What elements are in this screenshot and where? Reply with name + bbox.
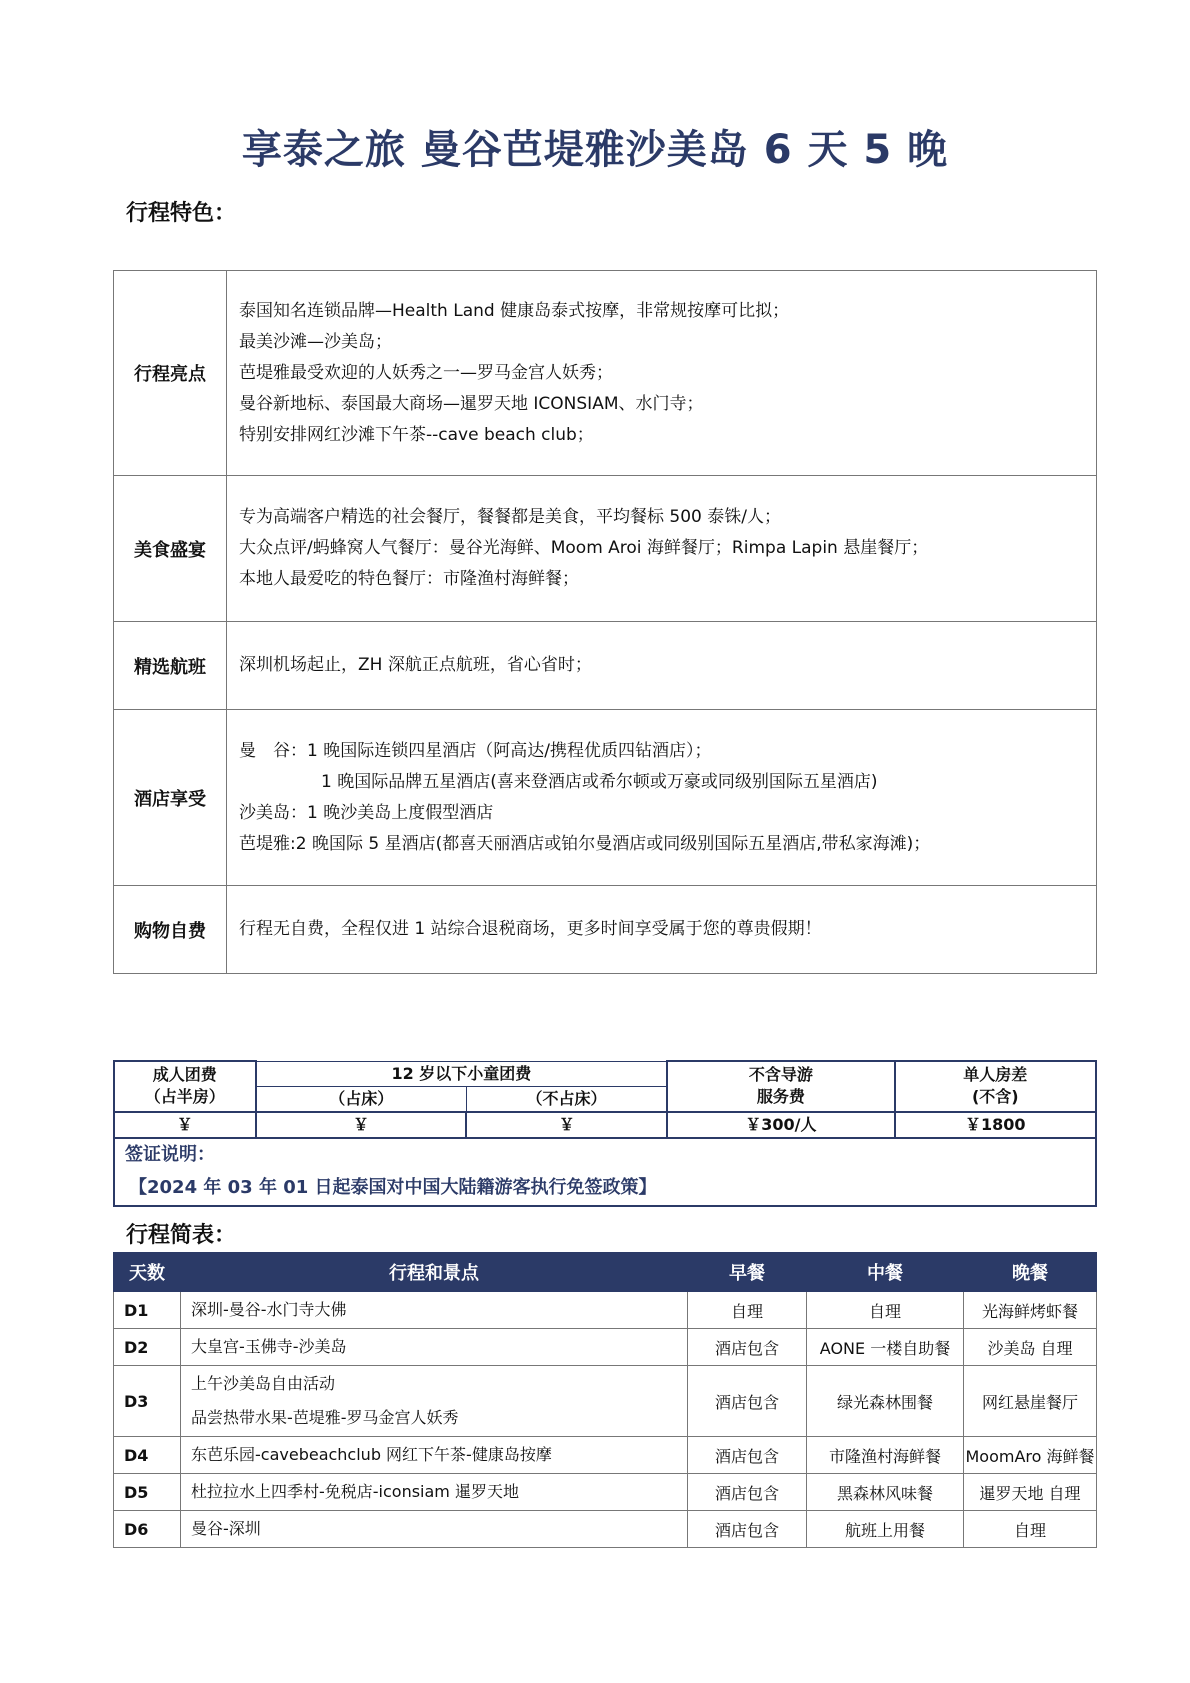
lunch-cell: AONE 一楼自助餐 — [807, 1329, 964, 1366]
price-table — [113, 1060, 1097, 1207]
feature-row — [114, 476, 1097, 622]
header-spot: 行程和景点 — [181, 1253, 688, 1292]
single-room-header — [895, 1061, 1096, 1112]
dinner-cell: 光海鲜烤虾餐 — [964, 1292, 1097, 1329]
spot-line: 品尝热带水果-芭堤雅-罗马金宫人妖秀 — [191, 1408, 459, 1427]
adult-fee-header — [114, 1061, 256, 1112]
dinner-cell: 沙美岛 自理 — [964, 1329, 1097, 1366]
table-row — [114, 1366, 1097, 1437]
header-day: 天数 — [114, 1253, 181, 1292]
child-nobed-header: （不占床） — [466, 1086, 667, 1112]
feature-body — [227, 622, 1097, 710]
feature-line: 深圳机场起止，ZH 深航正点航班，省心省时； — [239, 655, 592, 675]
feature-category: 购物自费 — [114, 886, 227, 974]
lunch-cell: 自理 — [807, 1292, 964, 1329]
guide-fee-label: 不含导游 — [748, 1065, 813, 1085]
feature-row — [114, 271, 1097, 476]
feature-line: 大众点评/蚂蜂窝人气餐厅：曼谷光海鲜、Moom Aroi 海鲜餐厅；Rimpa Lapin 悬崖餐厅； — [239, 538, 929, 558]
breakfast-cell: 酒店包含 — [688, 1474, 807, 1511]
feature-row — [114, 622, 1097, 710]
dinner-cell: 网红悬崖餐厅 — [964, 1366, 1097, 1437]
feature-line: 1 晚国际品牌五星酒店(喜来登酒店或希尔顿或万豪或同级别国际五星酒店) — [321, 771, 878, 792]
adult-fee-sub: （占半房） — [144, 1087, 225, 1107]
breakfast-cell: 酒店包含 — [688, 1511, 807, 1548]
adult-fee-label: 成人团费 — [152, 1065, 217, 1085]
breakfast-cell: 酒店包含 — [688, 1366, 807, 1437]
day-cell: D6 — [114, 1511, 181, 1548]
visa-label: 签证说明： — [114, 1138, 1096, 1171]
spot-cell: 杜拉拉水上四季村-免税店-iconsiam 暹罗天地 — [181, 1474, 688, 1511]
dinner-cell: 自理 — [964, 1511, 1097, 1548]
child-bed-value: ￥ — [256, 1112, 467, 1138]
child-fee-header: 12 岁以下小童团费 — [256, 1061, 668, 1086]
single-room-sub: (不含) — [971, 1087, 1019, 1107]
header-breakfast: 早餐 — [688, 1253, 807, 1292]
itinerary-table — [113, 1252, 1097, 1548]
day-cell: D2 — [114, 1329, 181, 1366]
spot-line: 上午沙美岛自由活动 — [191, 1374, 336, 1393]
feature-line: 芭堤雅最受欢迎的人妖秀之一—罗马金宫人妖秀； — [239, 362, 613, 383]
spot-cell: 东芭乐园-cavebeachclub 网红下午茶-健康岛按摩 — [181, 1437, 688, 1474]
feature-body — [227, 886, 1097, 974]
breakfast-cell: 自理 — [688, 1292, 807, 1329]
dinner-cell: 暹罗天地 自理 — [964, 1474, 1097, 1511]
feature-line: 沙美岛：1 晚沙美岛上度假型酒店 — [239, 802, 494, 823]
header-dinner: 晚餐 — [964, 1253, 1097, 1292]
itinerary-heading: 行程简表： — [126, 1223, 237, 1248]
feature-line: 曼谷新地标、泰国最大商场—暹罗天地 ICONSIAM、水门寺； — [239, 393, 704, 414]
day-cell: D3 — [114, 1366, 181, 1437]
lunch-cell: 黑森林风味餐 — [807, 1474, 964, 1511]
spot-cell: 深圳-曼谷-水门寺大佛 — [181, 1292, 688, 1329]
table-row — [114, 1329, 1097, 1366]
feature-category: 酒店享受 — [114, 710, 227, 886]
feature-line: 曼 谷：1 晚国际连锁四星酒店（阿高达/携程优质四钻酒店）； — [239, 740, 712, 761]
guide-fee-value: ￥300/人 — [667, 1112, 894, 1138]
lunch-cell: 市隆渔村海鲜餐 — [807, 1437, 964, 1474]
day-cell: D4 — [114, 1437, 181, 1474]
feature-line: 芭堤雅:2 晚国际 5 星酒店(都喜天丽酒店或铂尔曼酒店或同级别国际五星酒店,带私家海滩)； — [239, 833, 931, 854]
feature-line: 本地人最爱吃的特色餐厅：市隆渔村海鲜餐； — [239, 569, 579, 589]
feature-row — [114, 710, 1097, 886]
spot-cell: 大皇宫-玉佛寺-沙美岛 — [181, 1329, 688, 1366]
header-lunch: 中餐 — [807, 1253, 964, 1292]
spot-cell — [181, 1366, 688, 1437]
itinerary-header-row — [114, 1253, 1097, 1292]
feature-line: 行程无自费，全程仅进 1 站综合退税商场，更多时间享受属于您的尊贵假期！ — [239, 919, 822, 939]
features-heading: 行程特色： — [126, 201, 237, 226]
dinner-cell: MoomAro 海鲜餐 — [964, 1437, 1097, 1474]
feature-body — [227, 710, 1097, 886]
child-bed-header: （占床） — [256, 1086, 467, 1112]
feature-line: 最美沙滩—沙美岛； — [239, 331, 392, 352]
breakfast-cell: 酒店包含 — [688, 1329, 807, 1366]
table-row — [114, 1511, 1097, 1548]
table-row — [114, 1292, 1097, 1329]
feature-line: 专为高端客户精选的社会餐厅，餐餐都是美食，平均餐标 500 泰铢/人； — [239, 507, 781, 527]
single-room-label: 单人房差 — [963, 1065, 1028, 1085]
features-table — [113, 270, 1097, 974]
table-row — [114, 1474, 1097, 1511]
guide-fee-header — [667, 1061, 894, 1112]
feature-line: 泰国知名连锁品牌—Health Land 健康岛泰式按摩，非常规按摩可比拟； — [239, 300, 790, 321]
visa-text: 【2024 年 03 年 01 日起泰国对中国大陆籍游客执行免签政策】 — [114, 1171, 1096, 1206]
day-cell: D5 — [114, 1474, 181, 1511]
feature-category: 美食盛宴 — [114, 476, 227, 622]
guide-fee-sub: 服务费 — [756, 1087, 805, 1107]
spot-cell: 曼谷-深圳 — [181, 1511, 688, 1548]
feature-body — [227, 271, 1097, 476]
lunch-cell: 绿光森林围餐 — [807, 1366, 964, 1437]
page-title: 享泰之旅 曼谷芭堤雅沙美岛 6 天 5 晚 — [241, 127, 949, 173]
adult-fee-value: ￥ — [114, 1112, 256, 1138]
table-row — [114, 1437, 1097, 1474]
lunch-cell: 航班上用餐 — [807, 1511, 964, 1548]
feature-category: 精选航班 — [114, 622, 227, 710]
feature-row — [114, 886, 1097, 974]
child-nobed-value: ￥ — [466, 1112, 667, 1138]
feature-body — [227, 476, 1097, 622]
breakfast-cell: 酒店包含 — [688, 1437, 807, 1474]
single-room-value: ￥1800 — [895, 1112, 1096, 1138]
feature-category: 行程亮点 — [114, 271, 227, 476]
day-cell: D1 — [114, 1292, 181, 1329]
feature-line: 特别安排网红沙滩下午茶--cave beach club； — [239, 424, 594, 445]
